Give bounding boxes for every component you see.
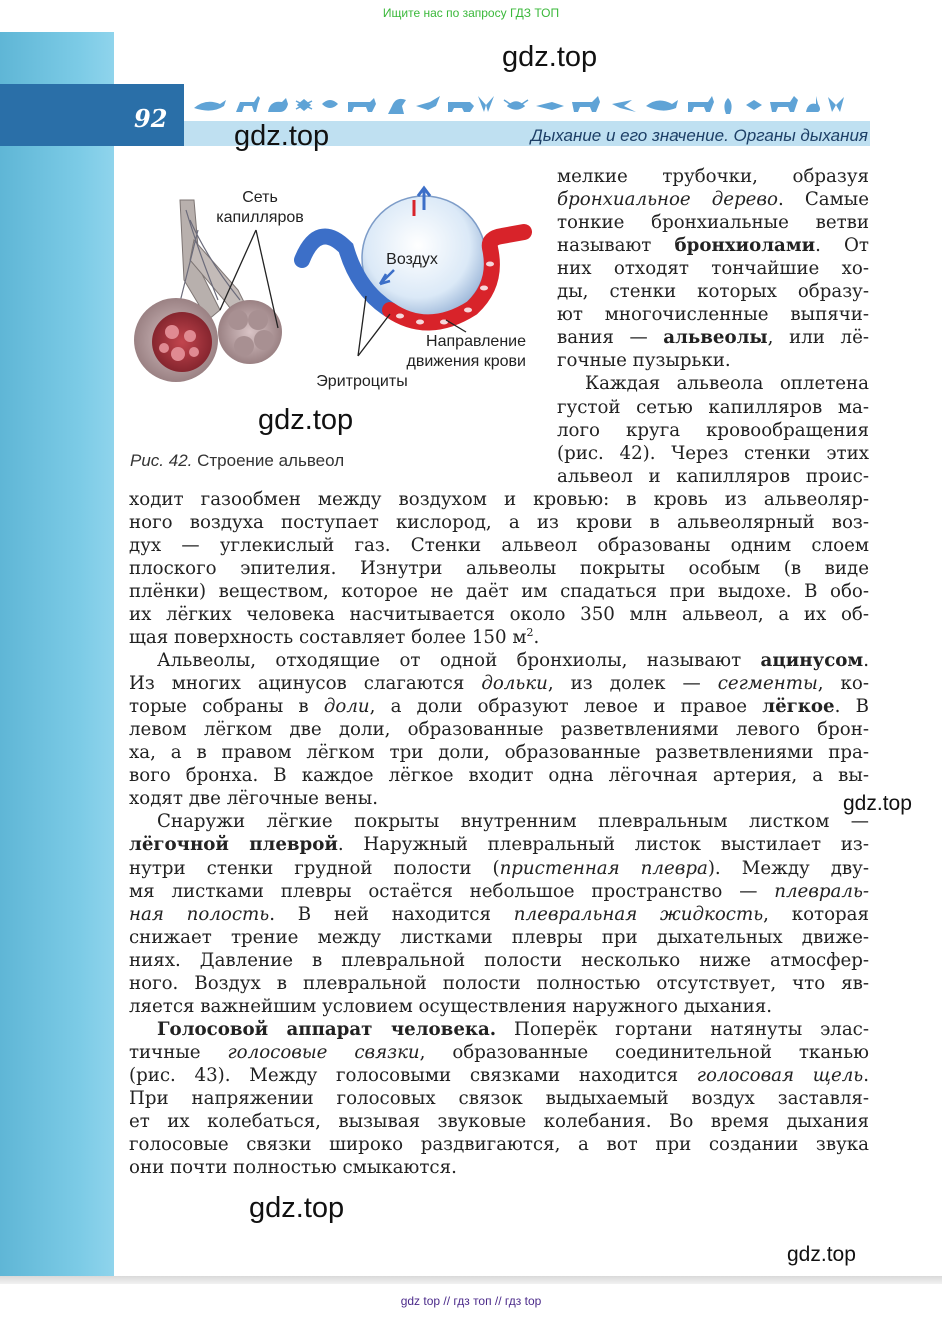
text-segment: торые собраны в	[129, 696, 324, 718]
text-line	[129, 833, 869, 856]
watermark: gdz.top	[258, 404, 354, 436]
text-line	[129, 626, 869, 649]
text-segment: Голосовой аппарат человека.	[157, 1018, 497, 1040]
crab-icon	[504, 100, 528, 109]
text-line	[129, 787, 869, 810]
text-segment: . Самые	[777, 189, 869, 211]
text-segment: ная полость	[129, 903, 270, 925]
alveolar-sac-right	[218, 300, 282, 364]
text-line	[557, 349, 869, 372]
text-segment: лого круга кровообращения	[557, 419, 869, 441]
kangaroo-icon	[388, 99, 406, 114]
text-segment: ного. Воздух в плевральной полости полностью отсутствует, что яв-	[129, 972, 869, 994]
text-line	[129, 534, 869, 557]
text-segment: , ко-	[817, 673, 870, 695]
text-segment: .	[863, 1064, 870, 1086]
text-segment: (рис. 43). Между голосовыми связками находится	[129, 1064, 697, 1086]
top-banner[interactable]: Ищите нас по запросу ГДЗ ТОП	[382, 6, 560, 20]
text-segment: пристенная плевра	[499, 857, 708, 879]
text-line	[129, 926, 869, 949]
text-segment: мя листками плевры остаётся небольшое пространство —	[129, 880, 775, 902]
bull-icon	[348, 98, 376, 112]
text-segment: . В ней находится	[269, 903, 514, 925]
text-line	[129, 695, 869, 718]
text-segment: ). Между дву-	[707, 857, 870, 879]
label-erythrocytes: Эритроциты	[316, 373, 408, 390]
text-segment: (рис. 42). Через стенки этих	[557, 442, 869, 464]
text-segment: вания —	[557, 327, 664, 349]
text-segment: мелкие трубочки, образуя	[557, 166, 869, 187]
text-line	[129, 764, 869, 787]
text-segment: гочные пузырьки.	[557, 350, 731, 372]
text-segment: альвеолы	[663, 327, 768, 349]
text-segment: их лёгких человека насчитывается около 350 млн альвеол, а их об-	[129, 603, 869, 625]
swallow-icon	[612, 100, 636, 112]
boar-icon	[448, 102, 474, 112]
text-segment: ды, стенки которых образу-	[557, 281, 869, 303]
watermark: gdz.top	[502, 41, 598, 73]
text-segment: плоского эпителия. Изнутри альвеолы покрыты особым (в виде	[129, 557, 869, 579]
watermark: gdz.top	[787, 1243, 856, 1266]
page-number: 92	[134, 104, 168, 133]
animal-silhouettes-decoration	[192, 92, 844, 118]
dolphin-icon	[194, 100, 226, 111]
text-segment: При напряжении голосовых связок выдыхаемый воздух заставля-	[129, 1088, 869, 1109]
text-line	[129, 741, 869, 764]
text-segment: левом лёгком две доли, образованные разветвлениями левого брон-	[129, 719, 869, 741]
rabbit-icon	[806, 96, 820, 112]
text-line	[129, 1133, 869, 1156]
text-segment: щая поверхность составляет более 150 м	[129, 627, 527, 648]
text-line	[557, 188, 869, 211]
lizard-icon	[536, 102, 564, 110]
text-line	[157, 810, 869, 833]
fly-icon	[746, 100, 762, 110]
text-segment: . В	[834, 696, 869, 718]
text-line	[129, 672, 869, 695]
text-segment: Из многих ацинусов слагаются	[129, 673, 482, 695]
text-segment: Каждая альвеола оплетена	[585, 373, 869, 395]
text-segment: доли	[323, 696, 370, 718]
text-segment: бронхиальное дерево	[557, 189, 778, 211]
text-line	[557, 165, 869, 188]
whale-icon	[646, 100, 678, 111]
text-segment: ет их колебаться, вызывая звуковые колебания. Во время дыхания	[129, 1111, 869, 1133]
chapter-title: Дыхание и его значение. Органы дыхания	[530, 126, 868, 145]
text-segment: ха, а в правом лёгком три доли, образованные разветвлениями пра-	[129, 742, 869, 764]
text-segment: . От	[815, 235, 869, 257]
text-segment: лёгкое	[762, 696, 835, 718]
text-line	[129, 488, 869, 511]
text-segment: плевральная жидкость	[513, 903, 764, 925]
beetle-icon	[322, 100, 338, 108]
text-segment: , а доли образуют левое и правое	[369, 696, 763, 718]
text-segment: плевраль-	[774, 880, 869, 902]
text-segment: , которая	[763, 903, 869, 925]
text-segment: вого бронха. В каждое лёгкое входит одна лёгочная артерия, а вы-	[129, 765, 869, 787]
text-line	[557, 280, 869, 303]
watermark: gdz.top	[234, 120, 330, 152]
text-segment: лёгочной плеврой	[129, 834, 338, 856]
penguin-icon	[724, 98, 731, 114]
text-segment: дольки	[481, 673, 548, 695]
text-segment: бронхиолами	[674, 235, 816, 257]
text-segment: , из долек —	[547, 673, 718, 695]
text-segment: 2	[526, 626, 534, 639]
text-line	[557, 257, 869, 280]
text-segment: ного воздуха поступает кислород, а из крови в альвеолярный воз-	[129, 511, 869, 533]
text-segment: ляется важнейшим условием осуществления наружного дыхания.	[129, 995, 772, 1017]
watermark: gdz.top	[843, 792, 912, 815]
text-line	[557, 396, 869, 419]
label-capillaries: Сеть капилляров	[216, 189, 304, 226]
text-segment: нутри стенки грудной полости (	[129, 857, 500, 879]
text-segment: голосовая щель	[696, 1064, 864, 1086]
horse-icon	[572, 96, 600, 112]
deer-icon	[236, 96, 260, 112]
text-line	[557, 465, 869, 488]
text-segment: .	[863, 650, 869, 672]
moth-icon	[828, 97, 844, 112]
left-color-strip	[0, 32, 114, 1276]
text-line	[129, 857, 869, 880]
text-line	[557, 234, 869, 257]
label-blood-direction: Направление движения крови	[406, 333, 526, 370]
text-segment: голосовые связки широко раздвигаются, а вот при создании звука	[129, 1134, 869, 1156]
text-segment: Поперёк гортани натянуты элас-	[496, 1018, 869, 1040]
text-segment: сегменты	[717, 673, 818, 695]
figure-caption-text: Строение альвеол	[197, 451, 345, 470]
alveolar-sac-left	[134, 298, 218, 382]
cat-icon	[268, 98, 288, 112]
moose-icon	[770, 96, 798, 112]
text-segment: называют	[557, 235, 675, 257]
text-line	[129, 1064, 869, 1087]
text-segment: Снаружи лёгкие покрыты внутренним плевральным листком —	[157, 811, 869, 833]
text-segment: плёнки) веществом, которое не даёт им спадаться при выдохе. В обо-	[129, 580, 869, 602]
text-segment: ют многочисленные выпячи-	[557, 304, 869, 326]
figure-caption	[130, 451, 344, 471]
text-line	[157, 1018, 869, 1041]
text-segment: .	[533, 627, 540, 648]
text-segment: ниях. Давление в плевральной полости несколько ниже атмосфер-	[129, 949, 869, 971]
insect-icon	[296, 100, 312, 110]
text-line	[129, 1087, 869, 1110]
text-line	[129, 511, 869, 534]
figure-caption-label: Рис. 42.	[130, 451, 193, 470]
text-segment: тичные	[129, 1041, 228, 1063]
page-bottom-edge	[0, 1276, 942, 1284]
text-line	[557, 211, 869, 234]
text-line	[557, 303, 869, 326]
text-line	[157, 649, 869, 672]
text-line	[129, 1041, 869, 1064]
bottom-banner[interactable]: gdz top // гдз топ // гдз top	[400, 1294, 542, 1308]
bird-icon	[416, 96, 440, 110]
goat-icon	[688, 96, 714, 112]
text-line	[129, 972, 869, 995]
text-line	[129, 995, 869, 1018]
text-line	[557, 442, 869, 465]
text-segment: они почти полностью смыкаются.	[129, 1157, 457, 1179]
butterfly-icon	[478, 96, 494, 112]
text-segment: . Наружный плевральный листок выстилает из-	[337, 834, 869, 856]
text-line	[557, 419, 869, 442]
text-line	[585, 372, 869, 395]
text-line	[129, 603, 869, 626]
label-air: Воздух	[386, 251, 438, 268]
text-segment: ходят две лёгочные вены.	[129, 788, 379, 810]
text-segment: , образованные соединительной тканью	[419, 1041, 869, 1063]
watermark: gdz.top	[249, 1192, 345, 1224]
text-line	[557, 326, 869, 349]
text-segment: ходит газообмен между воздухом и кровью: в кровь из альвеоляр-	[129, 488, 869, 510]
text-segment: Альвеолы, отходящие от одной бронхиолы, называют	[157, 650, 761, 672]
text-line	[129, 557, 869, 580]
text-segment: снижает трение между листками плевры при дыхательных движе-	[129, 926, 869, 948]
text-line	[129, 903, 869, 926]
text-segment: густой сетью капилляров ма-	[557, 396, 869, 418]
text-segment: них отходят тончайшие хо-	[557, 258, 869, 280]
text-segment: альвеол и капилляров проис-	[557, 465, 869, 487]
text-line	[129, 1156, 869, 1179]
text-line	[129, 1110, 869, 1133]
text-line	[129, 580, 869, 603]
text-segment: , или лё-	[767, 327, 869, 349]
text-line	[129, 880, 869, 903]
text-segment: ацинусом	[760, 650, 864, 672]
text-segment: дух — углекислый газ. Стенки альвеол образованы одним слоем	[129, 534, 869, 556]
text-line	[129, 718, 869, 741]
text-segment: голосовые связки	[227, 1041, 420, 1063]
text-segment: тонкие бронхиальные ветви	[557, 212, 869, 234]
text-line	[129, 949, 869, 972]
